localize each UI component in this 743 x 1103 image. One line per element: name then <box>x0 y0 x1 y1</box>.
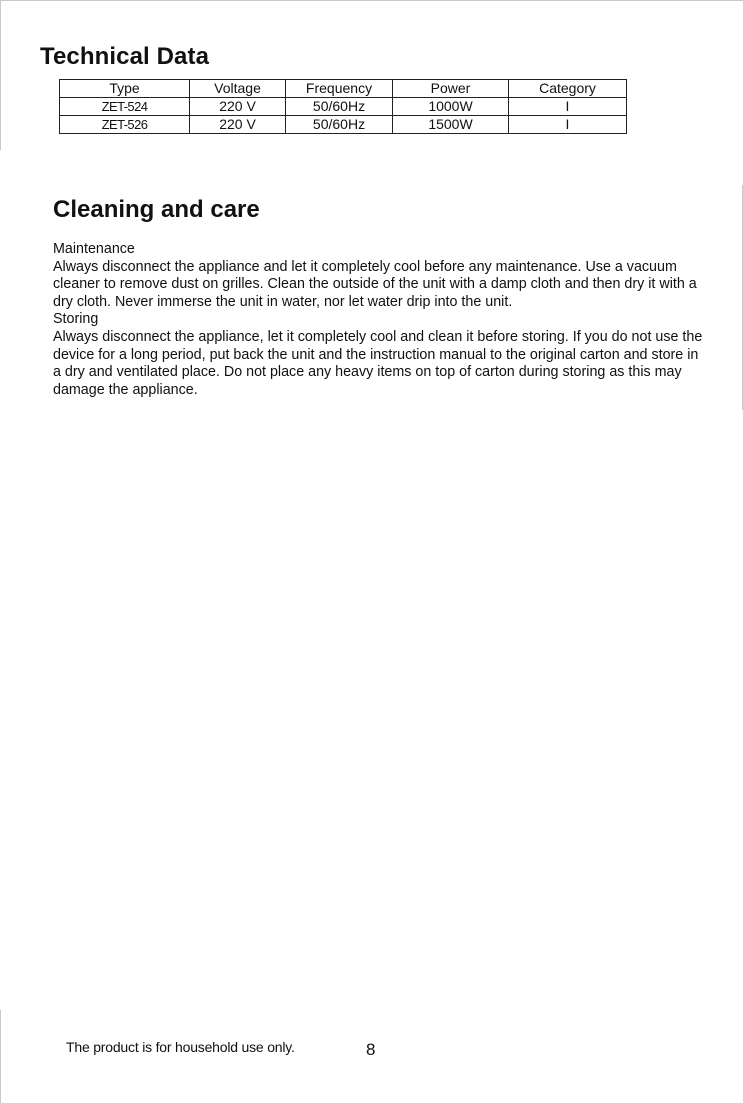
header-voltage: Voltage <box>190 80 286 98</box>
cell-power: 1000W <box>393 98 509 116</box>
storing-heading: Storing <box>53 311 99 328</box>
header-power: Power <box>393 80 509 98</box>
table-row <box>60 116 627 134</box>
header-frequency: Frequency <box>286 80 393 98</box>
cell-category: I <box>509 116 627 134</box>
footer-note: The product is for household use only. <box>66 1039 295 1055</box>
cleaning-care-title: Cleaning and care <box>53 196 260 223</box>
cell-frequency: 50/60Hz <box>286 116 393 134</box>
page-border-left-lower <box>0 1010 1 1103</box>
cell-voltage: 220 V <box>190 116 286 134</box>
table-header-row <box>60 80 627 98</box>
cell-voltage: 220 V <box>190 98 286 116</box>
cell-frequency: 50/60Hz <box>286 98 393 116</box>
cell-category: I <box>509 98 627 116</box>
cell-power: 1500W <box>393 116 509 134</box>
cell-type: ZET-526 <box>60 116 190 134</box>
cell-type: ZET-524 <box>60 98 190 116</box>
technical-data-table <box>59 79 627 134</box>
maintenance-text: Always disconnect the appliance and let it completely cool before any maintenance. Use a vacuum cleaner to remove dust on grilles. Clean the outside of the unit with a damp cloth and then dry it with a dry cloth. Never immerse the unit in water, nor let water drip into the unit. <box>53 258 697 310</box>
page-number: 8 <box>366 1040 376 1059</box>
header-type: Type <box>60 80 190 98</box>
page-border-left-upper <box>0 0 1 150</box>
technical-data-title: Technical Data <box>40 43 210 70</box>
cleaning-care-body <box>53 241 703 399</box>
maintenance-heading: Maintenance <box>53 241 135 257</box>
header-category: Category <box>509 80 627 98</box>
storing-text: Always disconnect the appliance, let it completely cool and clean it before storing. If you do not use the device for a long period, put back the unit and the instruction manual to the original carton and store in a dry and ventilated place. Do not place any heavy items on top of carton during storing as this may damage the appliance. <box>53 328 703 398</box>
page-border-top <box>0 0 743 1</box>
table-row <box>60 98 627 116</box>
